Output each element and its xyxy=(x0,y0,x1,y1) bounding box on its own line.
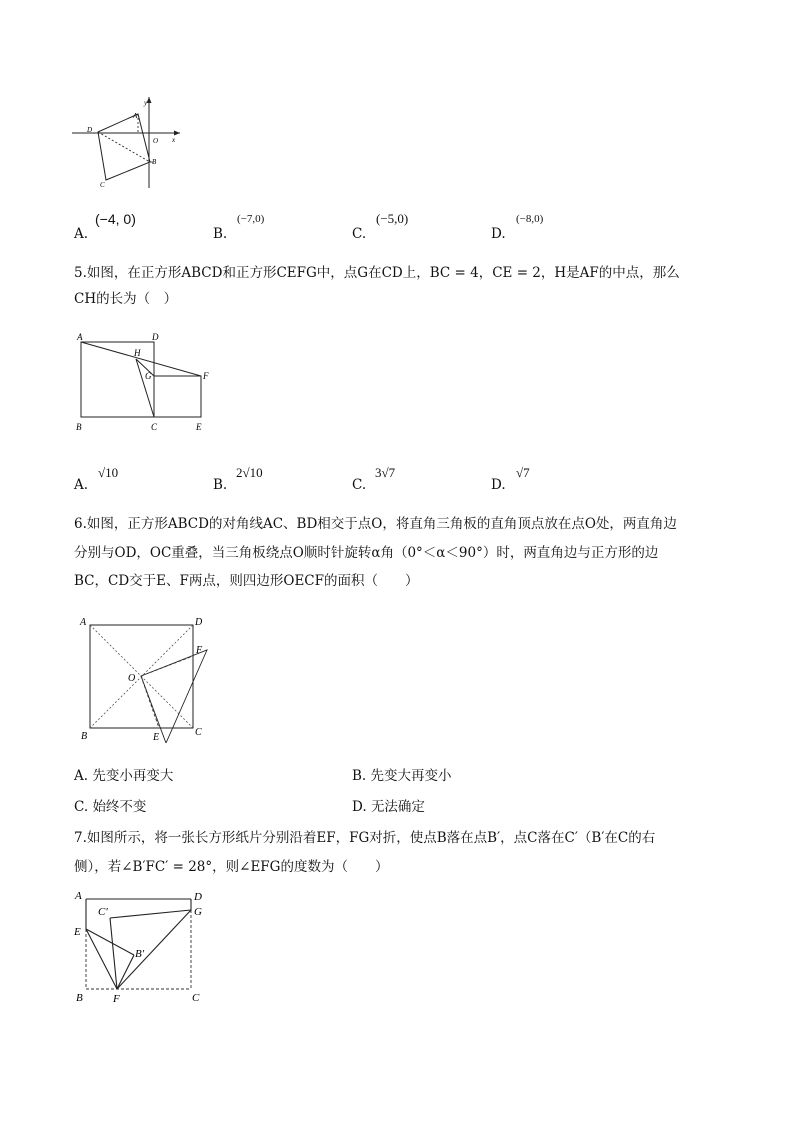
q7-label-e: E xyxy=(74,926,81,938)
q6-option-a-letter: A. xyxy=(74,768,89,784)
q4-option-c-letter: C. xyxy=(352,226,367,242)
q6-option-d xyxy=(352,797,425,819)
q5-stem xyxy=(74,263,734,310)
q5-label-a: A xyxy=(77,332,83,342)
q7-label-c: C xyxy=(192,992,200,1004)
q5-label-c: C xyxy=(151,422,158,432)
q6-option-a xyxy=(74,766,173,788)
q6-option-c-value: 始终不变 xyxy=(92,799,147,815)
q4-option-a-value: (−4, 0) xyxy=(95,211,136,227)
q4-label-x: x xyxy=(172,136,176,144)
q6-label-b: B xyxy=(81,731,88,742)
q5-number: 5. xyxy=(74,265,87,281)
q4-option-d-letter: D. xyxy=(491,226,506,242)
q4-option-b-letter: B. xyxy=(213,226,228,242)
q6-option-c-letter: C. xyxy=(74,799,89,815)
q7-label-d: D xyxy=(194,891,202,903)
q6-label-o: O xyxy=(128,673,136,684)
q6-label-e: E xyxy=(153,732,160,743)
q5-text-line2: CH的长为（ ） xyxy=(74,290,178,307)
q6-option-b-value: 先变大再变小 xyxy=(370,768,452,784)
q5-option-b-letter: B. xyxy=(213,477,228,493)
q5-label-h: H xyxy=(134,348,141,358)
q4-option-c-value: (−5,0) xyxy=(376,211,409,226)
q4-option-b-value: (−7,0) xyxy=(237,213,265,225)
q6-text: 如图，正方形ABCD的对角线AC、BD相交于点O，将直角三角板的直角顶点放在点O处，两直角边 xyxy=(86,516,677,532)
q7-text-line2: 侧），若∠B′FC′ = 28°，则∠EFG的度数为（ ） xyxy=(74,858,389,875)
q5-option-d-letter: D. xyxy=(491,477,506,493)
q6-stem xyxy=(74,514,744,593)
q4-label-b: B xyxy=(152,158,157,166)
q4-label-d: D xyxy=(87,126,93,134)
q6-option-b xyxy=(352,766,452,788)
q5-option-a-value: √10 xyxy=(98,465,119,480)
q6-text-line2: 分别与OD，OC重叠，当三角板绕点O顺时针旋转α角（0°＜α＜90°）时，两直角边与正方形的边 xyxy=(74,544,659,561)
q5-text-line1 xyxy=(74,263,734,285)
q5-option-a-letter: A. xyxy=(74,477,89,493)
q4-figure xyxy=(68,92,188,192)
q5-figure xyxy=(70,330,220,435)
q6-option-c xyxy=(74,797,146,819)
q6-option-d-value: 无法确定 xyxy=(370,799,425,815)
q5-option-c-value: 3√7 xyxy=(375,465,396,480)
q6-option-b-letter: B. xyxy=(352,768,367,784)
q5-option-d-value: √7 xyxy=(516,465,530,480)
q5-option-c-letter: C. xyxy=(352,477,367,493)
q4-label-o: O xyxy=(153,137,159,145)
q5-label-e: E xyxy=(196,422,202,432)
q4-label-a: A xyxy=(133,112,138,120)
q6-option-d-letter: D. xyxy=(352,799,367,815)
q7-stem xyxy=(74,828,744,878)
q7-text: 如图所示，将一张长方形纸片分别沿着EF，FG对折，使点B落在点B′，点C落在C′（B′在C的右 xyxy=(86,830,656,846)
q6-figure xyxy=(74,613,224,743)
q6-text-line1 xyxy=(74,514,744,536)
q4-option-d-value: (−8,0) xyxy=(516,213,544,225)
q5-label-d: D xyxy=(152,332,159,342)
q6-label-a: A xyxy=(80,617,87,628)
q7-number: 7. xyxy=(74,830,87,846)
q6-number: 6. xyxy=(74,516,87,532)
q7-label-c1: C′ xyxy=(98,906,108,918)
q7-label-b1: B′ xyxy=(135,948,145,960)
q7-label-b: B xyxy=(76,992,83,1004)
q4-label-c: C xyxy=(100,181,105,189)
q6-label-f: F xyxy=(196,645,203,656)
q6-option-a-value: 先变小再变大 xyxy=(92,768,174,784)
q5-text: 如图，在正方形ABCD和正方形CEFG中，点G在CD上，BC = 4，CE = 2，H是AF的中点，那么 xyxy=(86,265,680,281)
q4-label-y: y xyxy=(144,99,148,107)
q7-label-g: G xyxy=(194,906,202,918)
q6-label-c: C xyxy=(195,727,202,738)
q6-label-d: D xyxy=(195,617,203,628)
q7-figure xyxy=(70,885,220,1007)
q5-label-f: F xyxy=(203,371,209,381)
q6-text-line3: BC，CD交于E、F两点，则四边形OECF的面积（ ） xyxy=(74,573,419,590)
q5-label-g: G xyxy=(145,371,152,381)
q5-option-b-value: 2√10 xyxy=(236,465,263,480)
q4-option-a-letter: A. xyxy=(74,226,89,242)
q7-text-line1 xyxy=(74,828,744,850)
q7-label-a: A xyxy=(75,890,82,902)
q5-label-b: B xyxy=(76,422,82,432)
q7-label-f: F xyxy=(113,993,120,1005)
